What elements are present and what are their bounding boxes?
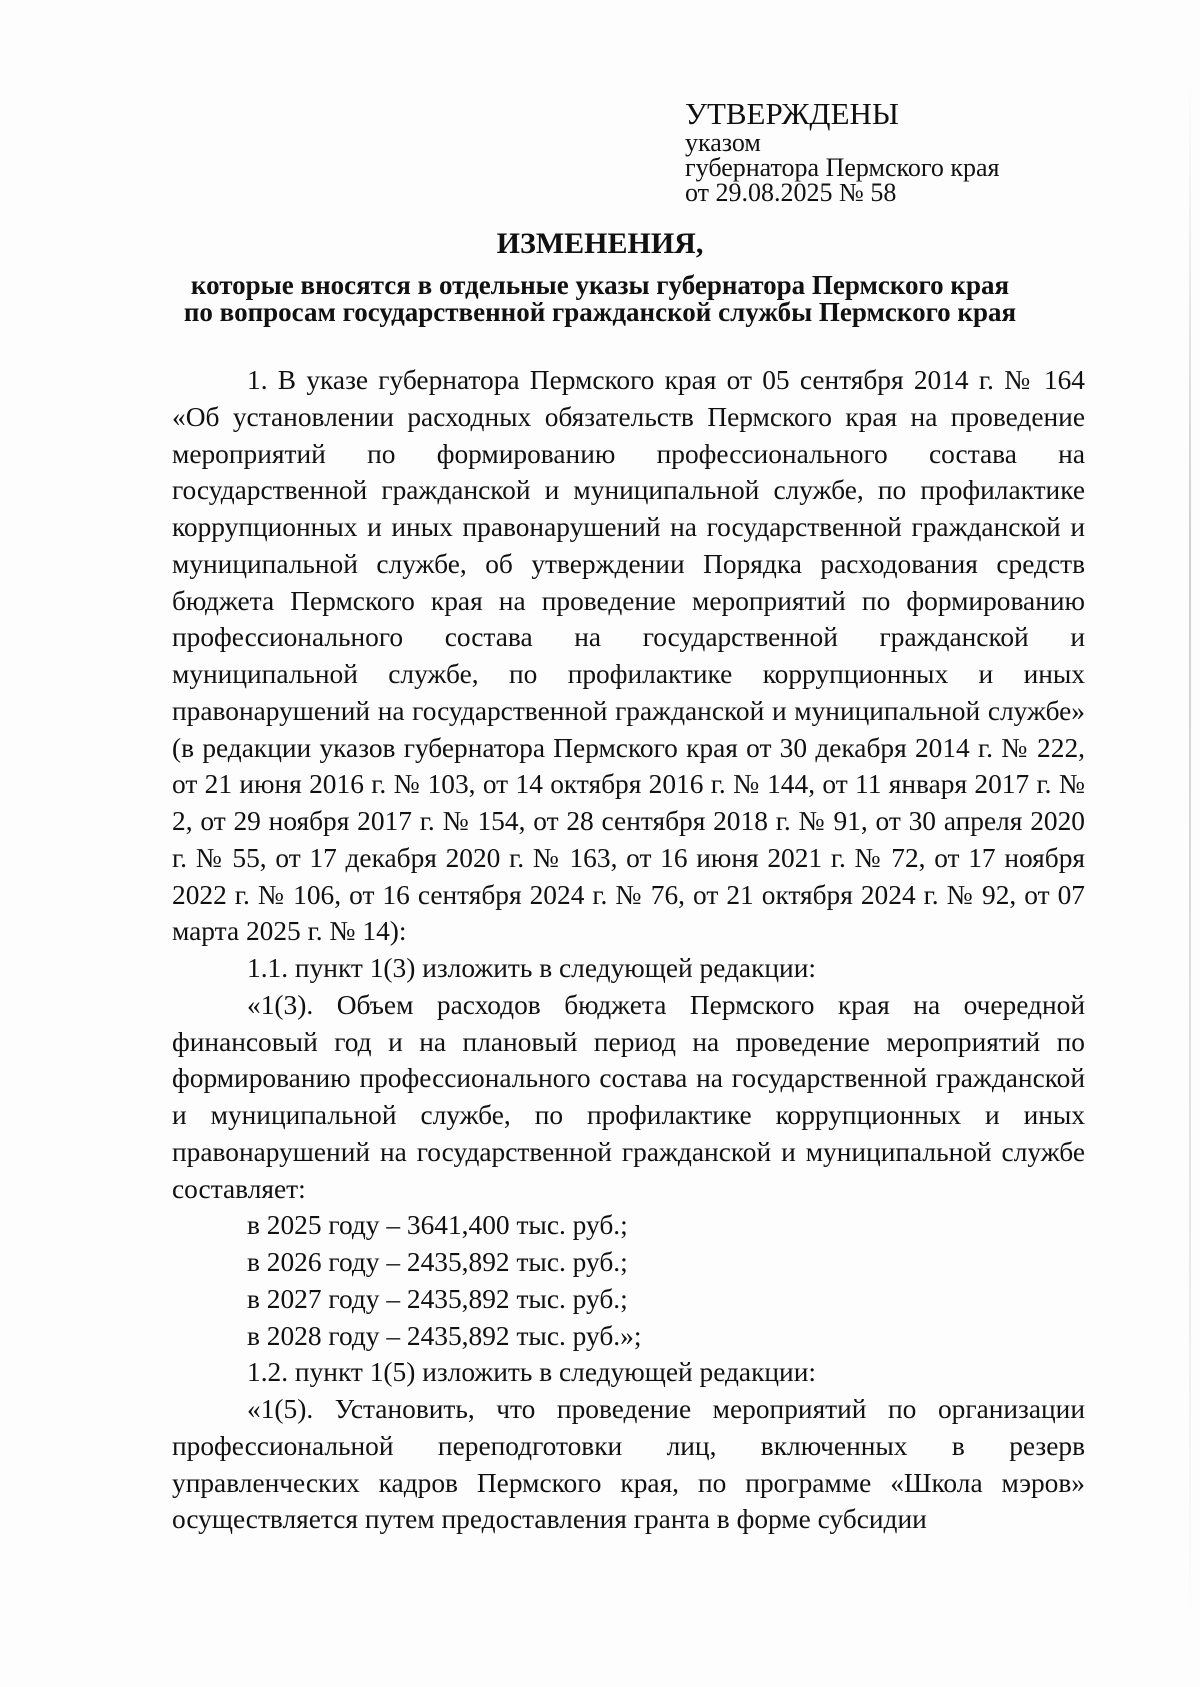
paragraph-1-2: 1.2. пункт 1(5) изложить в следующей редакции: <box>247 1357 816 1388</box>
subtitle-line-1: которые вносятся в отдельные указы губернатора Пермского края <box>190 270 1010 300</box>
paragraph-1: 1. В указе губернатора Пермского края от 05 сентября 2014 г. № 164 «Об установлении расходных обязательств Пермского края на проведение мероприятий по формированию профессионального состава на государственной гражданской и муниципальной службе, по профилактике коррупционных и иных правонарушений на государственной гражданской и муниципальной службе, об утверждении Порядка расходования средств бюджета Пермского края на проведение мероприятий по формированию профессионального состава на государственной гражданской и муниципальной службе, по профилактике коррупционных и иных правонарушений на государственной гражданской и муниципальной службе» (в редакции указов губернатора Пермского края от 30 декабря 2014 г. № 222, от 21 июня 2016 г. № 103, от 14 октября 2016 г. № 144, от 11 января 2017 г. № 2, от 29 ноября 2017 г. № 154, от 28 сентября 2018 г. № 91, от 30 апреля 2020 г. № 55, от 17 декабря 2020 г. № 163, от 16 июня 2021 г. № 72, от 17 ноября 2022 г. № 106, от 16 сентября 2024 г. № 76, от 21 октября 2024 г. № 92, от 07 марта 2025 г. № 14): <box>172 365 1085 947</box>
budget-line-2027: в 2027 году – 2435,892 тыс. руб.; <box>247 1283 628 1314</box>
document-body <box>172 362 1085 1538</box>
approval-block <box>685 98 1105 205</box>
document-title: ИЗМЕНЕНИЯ, <box>496 227 704 260</box>
paragraph-1-2-text: «1(5). Установить, что проведение мероприятий по организации профессиональной переподготовки лиц, включенных в резерв управленческих кадров Пермского края, по программе «Школа мэров» осуществляется путем предоставления гранта в форме субсидии <box>172 1394 1085 1535</box>
approval-line-governor: губернатора Пермского края <box>685 153 1000 182</box>
scan-edge-shadow <box>1189 80 1191 1620</box>
approval-line-decree: указом <box>685 128 761 157</box>
paragraph-1-1-text: «1(3). Объем расходов бюджета Пермского края на очередной финансовый год и на плановый период на проведение мероприятий по формированию профессионального состава на государственной гражданской и муниципальной службе, по профилактике коррупционных и иных правонарушений на государственной гражданской и муниципальной службе составляет: <box>172 989 1085 1204</box>
budget-line-2028: в 2028 году – 2435,892 тыс. руб.»; <box>247 1320 642 1351</box>
approval-heading: УТВЕРЖДЕНЫ <box>685 96 899 131</box>
approval-line-date-number: от 29.08.2025 № 58 <box>685 178 897 207</box>
subtitle-line-2: по вопросам государственной гражданской службы Пермского края <box>183 297 1017 327</box>
paragraph-1-1: 1.1. пункт 1(3) изложить в следующей редакции: <box>247 953 816 983</box>
budget-line-2025: в 2025 году – 3641,400 тыс. руб.; <box>247 1210 628 1241</box>
budget-line-2026: в 2026 году – 2435,892 тыс. руб.; <box>247 1247 628 1277</box>
document-subtitle <box>120 272 1080 326</box>
